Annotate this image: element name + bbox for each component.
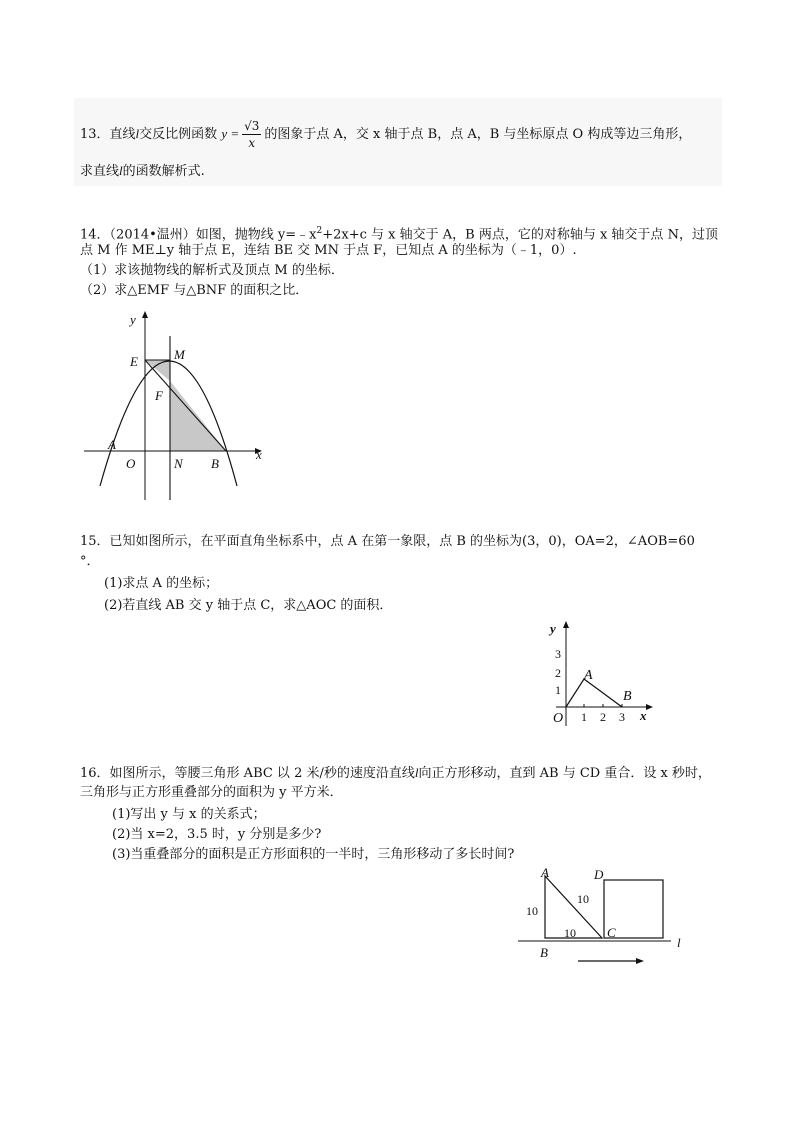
question-16-part-2: (2)当 x=2，3.5 时，y 分别是多少? xyxy=(112,827,322,842)
x-tick-label-1: 1 xyxy=(581,710,587,724)
question-13-line-1: 13．直线l交反比例函数 y = $\frac{√3}{x}$ 的图象于点 A，交 x 轴于点 B，点 A，B 与坐标原点 O 构成等边三角形， xyxy=(80,119,692,150)
question-16-part-1: (1)写出 y 与 x 的关系式； xyxy=(112,807,266,822)
question-14-line-1: 14．（2014•温州）如图，抛物线 $y=﹣x^2+2x+c$ 与 x 轴交于 A，B 两点，它的对称轴与 x 轴交于点 N，过顶 xyxy=(80,226,718,243)
question-16-line-2: 三角形与正方形重叠部分的面积为 y 平方米． xyxy=(80,785,343,800)
question-16-figure xyxy=(516,862,696,972)
question-15-line-1: 15．已知如图所示，在平面直角坐标系中，点 A 在第一象限，点 B 的坐标为(3，0)，OA=2，∠AOB=60 xyxy=(80,534,695,549)
label-b: B xyxy=(540,945,548,960)
arrow-right-icon xyxy=(636,958,644,964)
question-16-line-1: 16．如图所示，等腰三角形 ABC 以 2 米/秒的速度沿直线l向正方形移动，直到 AB 与 CD 重合．设 x 秒时， xyxy=(80,765,711,781)
label-a: A xyxy=(108,437,116,452)
label-a: A xyxy=(584,668,593,683)
fraction-sqrt3-over-x: $\frac{√3}{x}$ xyxy=(244,119,260,150)
question-15-part-2: (2)若直线 AB 交 y 轴于点 C，求△AOC 的面积． xyxy=(104,598,393,613)
y-tick-label-2: 2 xyxy=(555,666,561,680)
x-axis-arrow-icon xyxy=(646,704,653,710)
question-14-figure xyxy=(80,308,280,508)
question-14-part-1: （1）求该抛物线的解析式及顶点 M 的坐标． xyxy=(80,263,344,278)
triangle-bnf-shaded xyxy=(170,381,226,451)
label-c: C xyxy=(607,925,616,940)
label-y: y xyxy=(130,312,136,327)
label-x: x xyxy=(640,708,647,723)
question-15-line-1-cont: °． xyxy=(80,554,100,569)
label-b: B xyxy=(623,689,632,704)
label-d: D xyxy=(594,867,604,882)
y-axis-arrow-icon xyxy=(563,621,569,628)
label-b: B xyxy=(211,456,219,471)
label-e: E xyxy=(130,354,138,369)
dim-cd: 10 xyxy=(577,892,589,906)
label-o: O xyxy=(126,456,136,471)
question-16-part-3: (3)当重叠部分的面积是正方形面积的一半时，三角形移动了多长时间? xyxy=(112,847,515,862)
question-14-line-2: 点 M 作 ME⊥y 轴于点 E，连结 BE 交 MN 于点 F，已知点 A 的坐标为（﹣1，0）. xyxy=(80,243,577,258)
label-a: A xyxy=(541,865,549,880)
question-15-figure xyxy=(538,618,658,730)
label-m: M xyxy=(174,347,185,362)
segments-oa-ab xyxy=(566,679,622,707)
label-y: y xyxy=(550,621,556,636)
dim-ab: 10 xyxy=(526,904,538,918)
label-x: x xyxy=(256,447,262,462)
label-l: l xyxy=(677,935,681,950)
question-14-part-2: （2）求△EMF 与△BNF 的面积之比． xyxy=(80,283,309,298)
y-axis-arrow-icon xyxy=(142,311,148,318)
label-o: O xyxy=(553,711,564,726)
question-13-line-2: 求直线l的函数解析式. xyxy=(80,163,205,179)
x-tick-label-2: 2 xyxy=(600,710,606,724)
x-tick-label-3: 3 xyxy=(619,710,625,724)
label-n: N xyxy=(174,456,183,471)
label-f: F xyxy=(155,388,163,403)
y-tick-label-1: 1 xyxy=(555,683,561,697)
triangle-emf-shaded xyxy=(145,360,170,381)
y-tick-label-3: 3 xyxy=(555,647,561,661)
dim-bc: 10 xyxy=(564,926,576,940)
question-15-part-1: (1)求点 A 的坐标； xyxy=(104,576,219,591)
